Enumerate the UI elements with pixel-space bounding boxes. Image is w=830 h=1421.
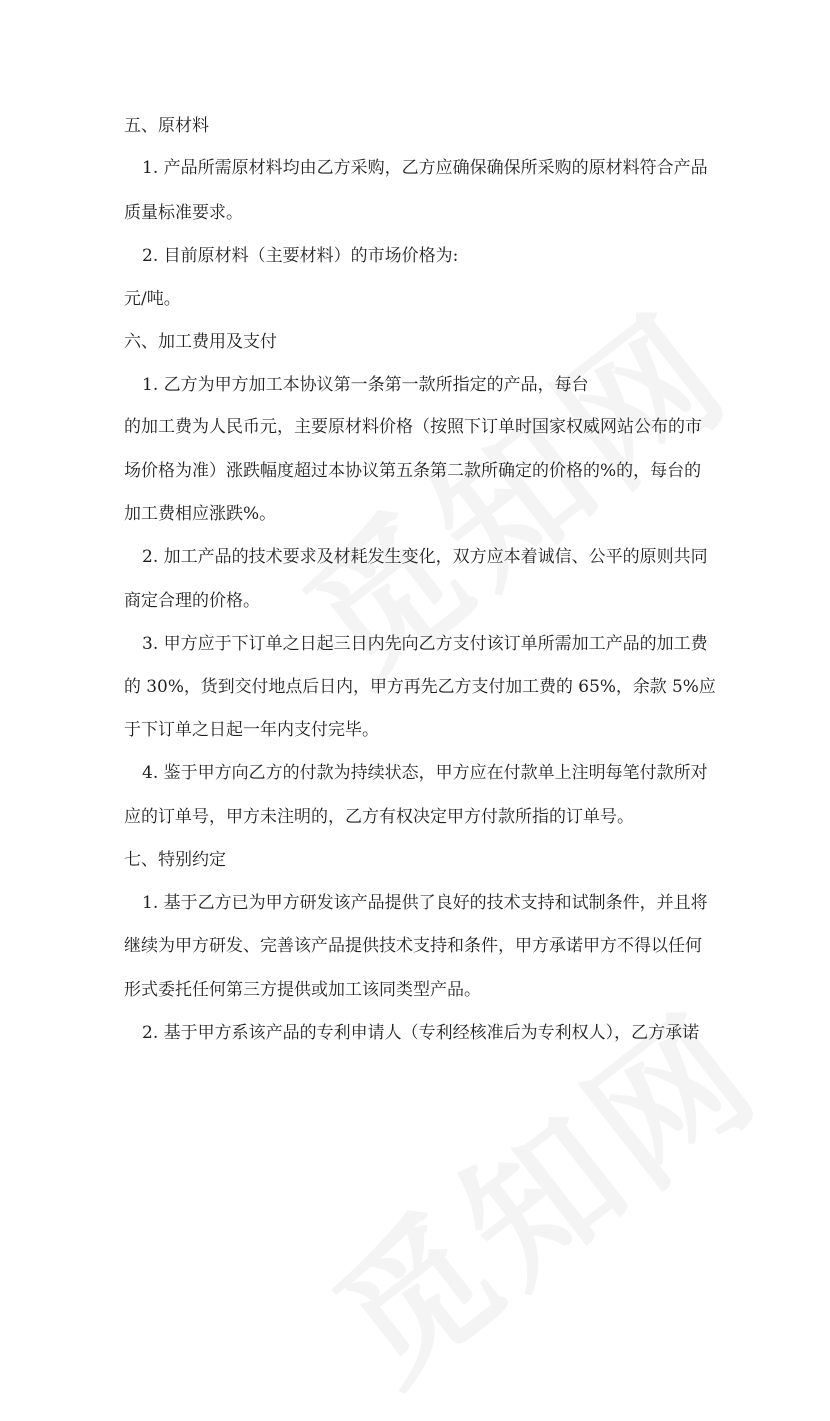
paragraph-line: 4. 鉴于甲方向乙方的付款为持续状态，甲方应在付款单上注明每笔付款所对 <box>142 763 708 783</box>
section-heading-5: 五、原材料 <box>124 116 209 136</box>
paragraph-line: 1. 产品所需原材料均由乙方采购，乙方应确保确保所采购的原材料符合产品 <box>142 158 708 178</box>
paragraph-line: 元/吨。 <box>124 289 181 309</box>
paragraph-line: 质量标准要求。 <box>124 203 243 223</box>
paragraph-line: 2. 基于甲方系该产品的专利申请人（专利经核准后为专利权人），乙方承诺 <box>142 1023 700 1043</box>
paragraph-line: 1. 乙方为甲方加工本协议第一条第一款所指定的产品，每台 <box>142 375 589 395</box>
paragraph-line: 3. 甲方应于下订单之日起三日内先向乙方支付该订单所需加工产品的加工费 <box>142 634 708 654</box>
paragraph-line: 2. 加工产品的技术要求及材耗发生变化，双方应本着诚信、公平的原则共同 <box>142 547 708 567</box>
paragraph-line: 继续为甲方研发、完善该产品提供技术支持和条件，甲方承诺甲方不得以任何 <box>124 936 702 956</box>
paragraph-line: 加工费相应涨跌%。 <box>124 504 277 524</box>
paragraph-line: 于下订单之日起一年内支付完毕。 <box>124 720 379 740</box>
paragraph-line: 应的订单号，甲方未注明的，乙方有权决定甲方付款所指的订单号。 <box>124 807 634 827</box>
paragraph-line: 的加工费为人民币元，主要原材料价格（按照下订单时国家权威网站公布的市 <box>124 417 702 437</box>
paragraph-line: 2. 目前原材料（主要材料）的市场价格为: <box>142 246 459 266</box>
section-heading-7: 七、特别约定 <box>124 850 226 870</box>
paragraph-line: 的 30%，货到交付地点后日内，甲方再先乙方支付加工费的 65%，余款 5%应 <box>124 677 716 697</box>
section-heading-6: 六、加工费用及支付 <box>124 332 277 352</box>
paragraph-line: 形式委托任何第三方提供或加工该同类型产品。 <box>124 980 481 1000</box>
paragraph-line: 商定合理的价格。 <box>124 591 260 611</box>
paragraph-line: 场价格为准）涨跌幅度超过本协议第五条第二款所确定的价格的%的，每台的 <box>124 461 702 481</box>
paragraph-line: 1. 基于乙方已为甲方研发该产品提供了良好的技术支持和试制条件，并且将 <box>142 893 708 913</box>
